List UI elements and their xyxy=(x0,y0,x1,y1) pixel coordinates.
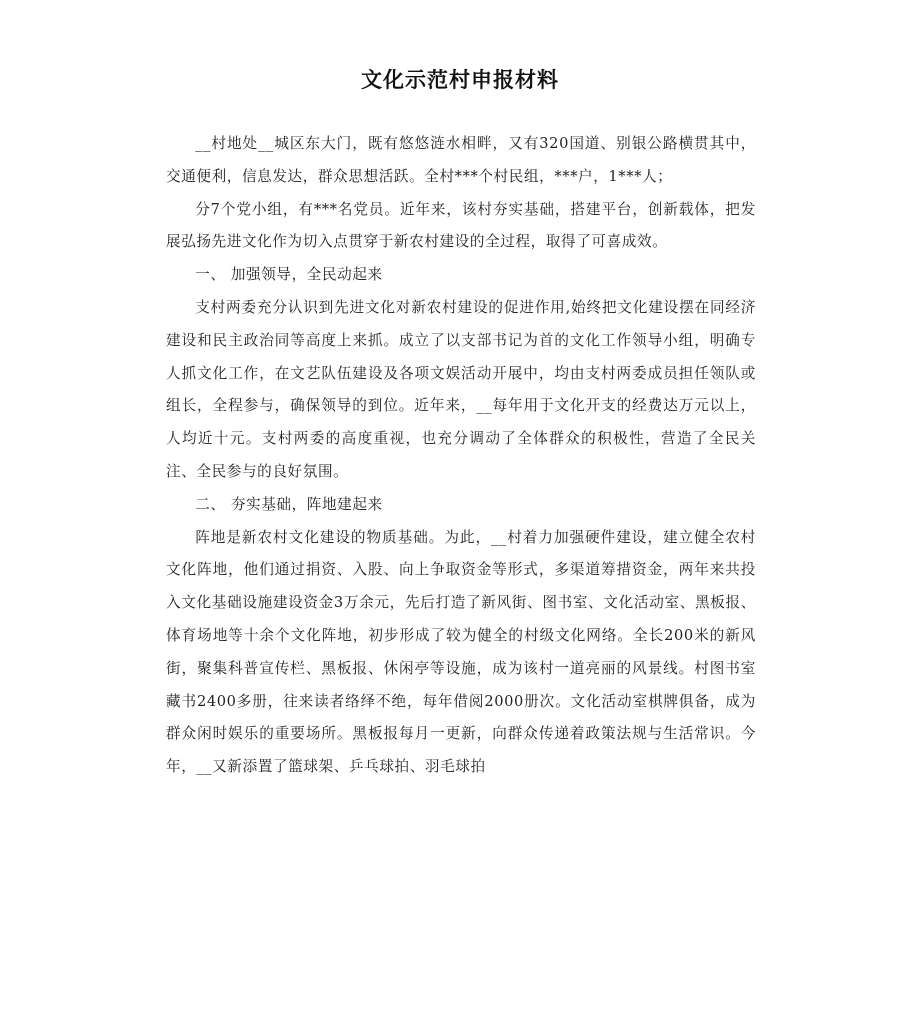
document-body xyxy=(166,128,756,784)
paragraph-foundation: 阵地是新农村文化建设的物质基础。为此，__村着力加强硬件建设，建立健全农村文化阵地，他们通过捐资、入股、向上争取资金等形式，多渠道筹措资金，两年来共投入文化基础设施建设资金3万余元，先后打造了新风街、图书室、文化活动室、黑板报、体育场地等十余个文化阵地，初步形成了较为健全的村级文化网络。全长200米的新风街，聚集科普宣传栏、黑板报、休闲亭等设施，成为该村一道亮丽的风景线。村图书室藏书2400多册，往来读者络绎不绝，每年借阅2000册次。文化活动室棋牌俱备，成为群众闲时娱乐的重要场所。黑板报每月一更新，向群众传递着政策法规与生活常识。今年，__又新添置了篮球架、乒乓球拍、羽毛球拍 xyxy=(166,528,756,776)
paragraph-intro: __村地处__城区东大门，既有悠悠涟水相畔，又有320国道、别银公路横贯其中，交通便利，信息发达，群众思想活跃。全村***个村民组，***户，1***人； xyxy=(166,135,756,185)
paragraph-leadership: 支村两委充分认识到先进文化对新农村建设的促进作用,始终把文化建设摆在同经济建设和民主政治同等高度上来抓。成立了以支部书记为首的文化工作领导小组，明确专人抓文化工作，在文艺队伍建设及各项文娱活动开展中，均由支村两委成员担任领队或组长，全程参与，确保领导的到位。近年来，__每年用于文化开支的经费达万元以上，人均近十元。支村两委的高度重视，也充分调动了全体群众的积极性，营造了全民关注、全民参与的良好氛围。 xyxy=(166,298,756,480)
document-title: 文化示范村申报材料 xyxy=(361,68,559,92)
section-heading-foundation: 二、 夯实基础，阵地建起来 xyxy=(195,495,383,513)
paragraph-party-groups: 分7个党小组，有***名党员。近年来，该村夯实基础，搭建平台，创新载体，把发展弘扬先进文化作为切入点贯穿于新农村建设的全过程，取得了可喜成效。 xyxy=(166,200,756,251)
section-heading-leadership: 一、 加强领导，全民动起来 xyxy=(195,266,383,284)
